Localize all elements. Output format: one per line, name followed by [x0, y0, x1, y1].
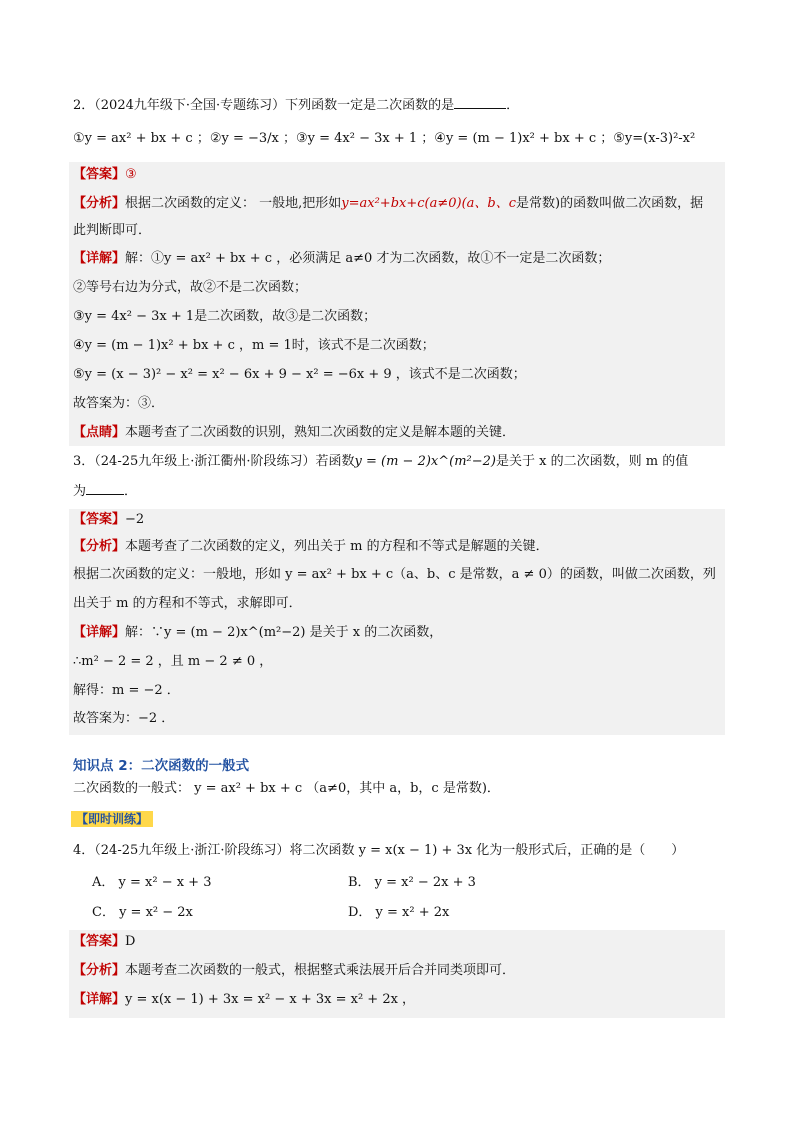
q3-analysis-line-3: 出关于 m 的方程和不等式，求解即可．	[73, 596, 302, 611]
option-c[interactable]: C． y = x² − 2x	[92, 905, 193, 920]
answer-value: D	[125, 934, 136, 949]
detail-text: 解：①y = ax² + bx + c ，必须满足 a≠0 才为二次函数，故①不一定是二次函数；	[125, 251, 611, 266]
analysis-text: 本题考查了二次函数的定义，列出关于 m 的方程和不等式是解题的关键．	[125, 539, 549, 554]
q3-detail-line-2: ∴m² − 2 = 2 ，且 m − 2 ≠ 0 ，	[73, 654, 273, 669]
q2-analysis-line-1	[73, 195, 703, 213]
q3-analysis-line-2: 根据二次函数的定义：一般地，形如 y = ax² + bx + c（a、b、c 是常数，a ≠ 0）的函数，叫做二次函数，列	[73, 567, 716, 582]
analysis-text: 根据二次函数的定义： 一般地,把形如	[125, 196, 342, 211]
q4-detail	[73, 991, 415, 1009]
question-3-stem	[73, 453, 688, 471]
option-d[interactable]: D． y = x² + 2x	[348, 905, 450, 920]
question-3-text: 是关于 x 的二次函数，则 m 的值	[496, 454, 689, 469]
detail-label: 【详解】	[73, 992, 126, 1007]
analysis-text: 是常数)的函数叫做二次函数，据	[516, 196, 704, 211]
answer-label: 【答案】	[73, 512, 126, 527]
q3-detail-line-4: 故答案为：−2 ．	[73, 711, 175, 726]
analysis-label: 【分析】	[73, 196, 126, 211]
analysis-text: 本题考查二次函数的一般式，根据整式乘法展开后合并同类项即可．	[125, 963, 516, 978]
q3-detail-line-1	[73, 624, 442, 642]
q4-analysis	[73, 962, 515, 980]
question-2-text: 2．（2024九年级下·全国·专题练习）下列函数一定是二次函数的是	[73, 98, 455, 113]
analysis-label: 【分析】	[73, 963, 126, 978]
option-b[interactable]: B． y = x² − 2x + 3	[348, 875, 476, 890]
question-2-options: ①y = ax² + bx + c ；②y = −3/x ；③y = 4x² − 3x + 1 ；④y = (m − 1)x² + bx + c ；⑤y=(x-3)²-x²	[73, 131, 696, 146]
q4-answer	[73, 933, 135, 951]
q2-answer	[73, 166, 137, 184]
q3-answer	[73, 511, 144, 529]
answer-value: −2	[125, 512, 145, 527]
question-3-text: 为	[73, 484, 87, 499]
detail-label: 【详解】	[73, 251, 126, 266]
question-3-text: 3．（24-25九年级上·浙江衢州·阶段练习）若函数	[73, 454, 355, 469]
point-text: 本题考查了二次函数的识别，熟知二次函数的定义是解本题的关键．	[125, 425, 516, 440]
q2-analysis-line-2: 此判断即可．	[73, 223, 152, 238]
question-3-stem-line-2	[73, 482, 137, 501]
practice-badge: 【即时训练】	[71, 811, 153, 827]
detail-label: 【详解】	[73, 625, 126, 640]
q2-detail-line-5: ⑤y = (x − 3)² − x² = x² − 6x + 9 − x² = −6x + 9 ，该式不是二次函数；	[73, 367, 526, 382]
q3-detail-line-3: 解得：m = −2 ．	[73, 683, 180, 698]
q2-detail-line-4: ④y = (m − 1)x² + bx + c ，m = 1时，该式不是二次函数；	[73, 338, 435, 353]
point-label: 【点睛】	[73, 425, 126, 440]
stem-end: ．	[124, 484, 138, 499]
answer-blank	[454, 96, 506, 109]
analysis-label: 【分析】	[73, 539, 126, 554]
question-3-formula: y = (m − 2)x^(m²−2)	[354, 454, 496, 469]
detail-text: y = x(x − 1) + 3x = x² − x + 3x = x² + 2x ，	[125, 992, 416, 1007]
knowledge-point-title: 知识点 2：二次函数的一般式	[73, 758, 250, 774]
knowledge-point-definition: 二次函数的一般式： y = ax² + bx + c （a≠0，其中 a，b，c 是常数)．	[73, 781, 500, 796]
stem-end: ．	[506, 98, 520, 113]
q2-detail-line-1	[73, 250, 610, 268]
q2-detail-line-3: ③y = 4x² − 3x + 1是二次函数，故③是二次函数；	[73, 309, 377, 324]
question-4-stem: 4．（24-25九年级上·浙江·阶段练习）将二次函数 y = x(x − 1) + 3x 化为一般形式后，正确的是（ ）	[73, 843, 685, 858]
answer-label: 【答案】	[73, 167, 126, 182]
question-2-stem	[73, 96, 519, 115]
option-a[interactable]: A． y = x² − x + 3	[92, 875, 212, 890]
q2-point	[73, 424, 515, 442]
analysis-formula: y=ax²+bx+c(a≠0)(a、b、c	[341, 196, 517, 211]
answer-blank	[86, 482, 124, 495]
q2-detail-line-2: ②等号右边为分式，故②不是二次函数；	[73, 280, 308, 295]
detail-text: 解：∵y = (m − 2)x^(m²−2) 是关于 x 的二次函数，	[125, 625, 443, 640]
answer-value: ③	[125, 167, 137, 182]
q3-analysis-line-1	[73, 538, 549, 556]
answer-label: 【答案】	[73, 934, 126, 949]
q2-detail-line-6: 故答案为：③．	[73, 396, 165, 411]
